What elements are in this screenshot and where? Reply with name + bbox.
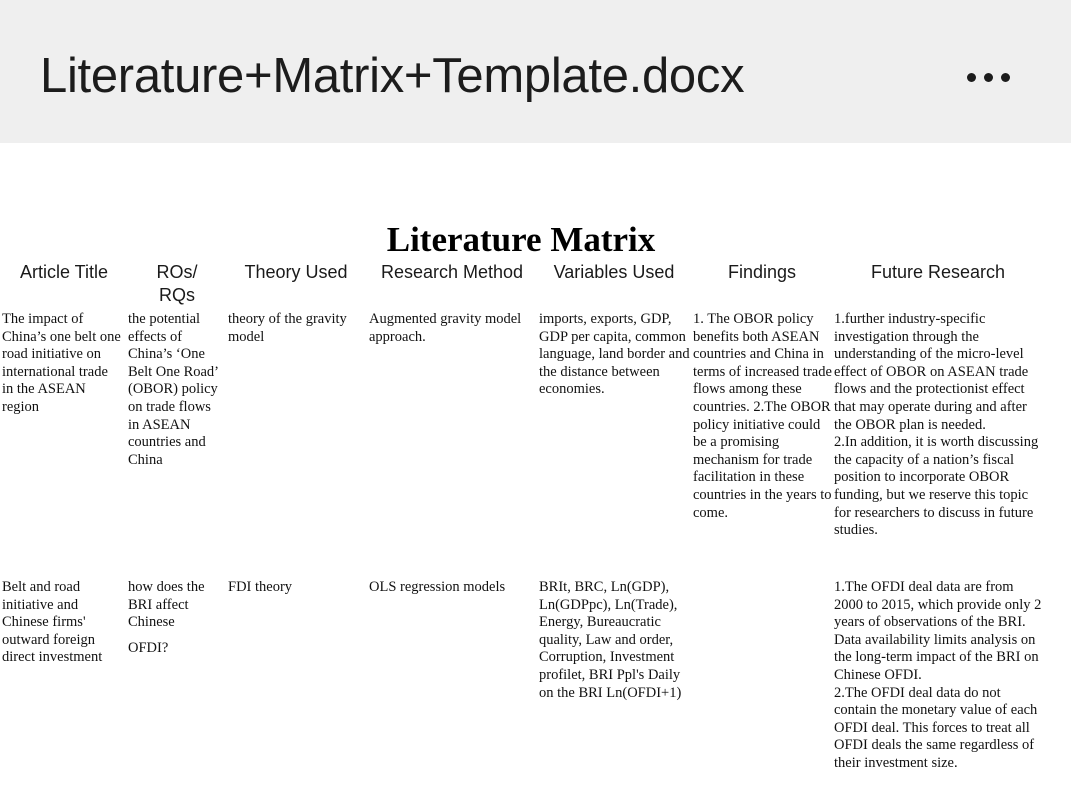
row2-theory-used: FDI theory <box>228 579 293 595</box>
column-header-research-method: Research Method <box>380 262 524 282</box>
row2-research-method: OLS regression models <box>369 579 506 595</box>
row1-ros-rqs: the potential effects of China’s ‘One Belt One Road’ (OBOR) policy on trade flows in ASEAN countries and China <box>128 311 218 468</box>
more-horizontal-icon-dot <box>984 73 993 82</box>
column-header-findings: Findings <box>727 262 797 282</box>
row1-future-research <box>834 311 1046 540</box>
more-horizontal-icon-dot <box>1001 73 1010 82</box>
row1-theory-used: theory of the gravity model <box>228 311 347 345</box>
file-header-bar <box>0 0 1071 143</box>
row2-variables-used: BRIt, BRC, Ln(GDP), Ln(GDPpc), Ln(Trade), Energy, Bureaucratic quality, Law and order, Corruption, Investment profilet, BRI Ppl's Daily on the BRI Ln(OFDI+1) <box>539 579 682 701</box>
row2-ros-rqs-question: how does the BRI affect Chinese <box>128 579 205 631</box>
row2-ros-rqs <box>128 579 224 657</box>
file-name-title: Literature+Matrix+Template.docx <box>40 49 745 103</box>
row1-future-research-item1: 1.further industry-specific investigation through the understanding of the micro-level effect of OBOR on ASEAN trade flows and the protectionist effect that may operate during and after the OBOR plan is needed. <box>834 311 1029 433</box>
column-header-theory-used: Theory Used <box>244 262 348 282</box>
column-header-variables-used: Variables Used <box>553 262 675 282</box>
document-title: Literature Matrix <box>386 220 656 259</box>
more-horizontal-icon <box>967 73 976 82</box>
row2-future-research-item1: 1.The OFDI deal data are from 2000 to 2015, which provide only 2 years of observations of the BRI. Data availability limits analysis on the long-term impact of the BRI on Chinese OFDI. <box>834 579 1042 683</box>
column-header-article-title: Article Title <box>19 262 109 282</box>
row2-ros-rqs-question-end: OFDI? <box>128 639 169 656</box>
row2-future-research-item2: 2.The OFDI deal data do not contain the monetary value of each OFDI deal. This forces to treat all OFDI deals the same regardless of their investment size. <box>834 684 1038 771</box>
column-header-ros-rqs-line1: ROs/ <box>156 262 198 282</box>
row1-variables-used: imports, exports, GDP, GDP per capita, common language, land border and the distance between economies. <box>539 311 690 398</box>
column-header-ros-rqs-line2: RQs <box>159 285 195 305</box>
row1-article-title: The impact of China’s one belt one road initiative on international trade in the ASEAN region <box>2 311 121 415</box>
column-header-ros-rqs <box>132 261 222 307</box>
column-header-future-research: Future Research <box>870 262 1006 282</box>
document-page <box>0 143 1071 791</box>
row2-future-research <box>834 579 1046 773</box>
row1-findings: 1. The OBOR policy benefits both ASEAN countries and China in terms of increased trade flows among these countries. 2.The OBOR policy initiative could be a promising mechanism for trade facilitation in these countries in the years to come. <box>693 311 832 521</box>
row2-article-title: Belt and road initiative and Chinese firms' outward foreign direct investment <box>2 579 103 666</box>
more-options-button[interactable] <box>952 60 1024 94</box>
row1-future-research-item2: 2.In addition, it is worth discussing the capacity of a nation’s fiscal position to incorporate OBOR funding, but we reserve this topic for researchers to discuss in future studies. <box>834 434 1039 539</box>
row1-research-method: Augmented gravity model approach. <box>369 311 522 345</box>
